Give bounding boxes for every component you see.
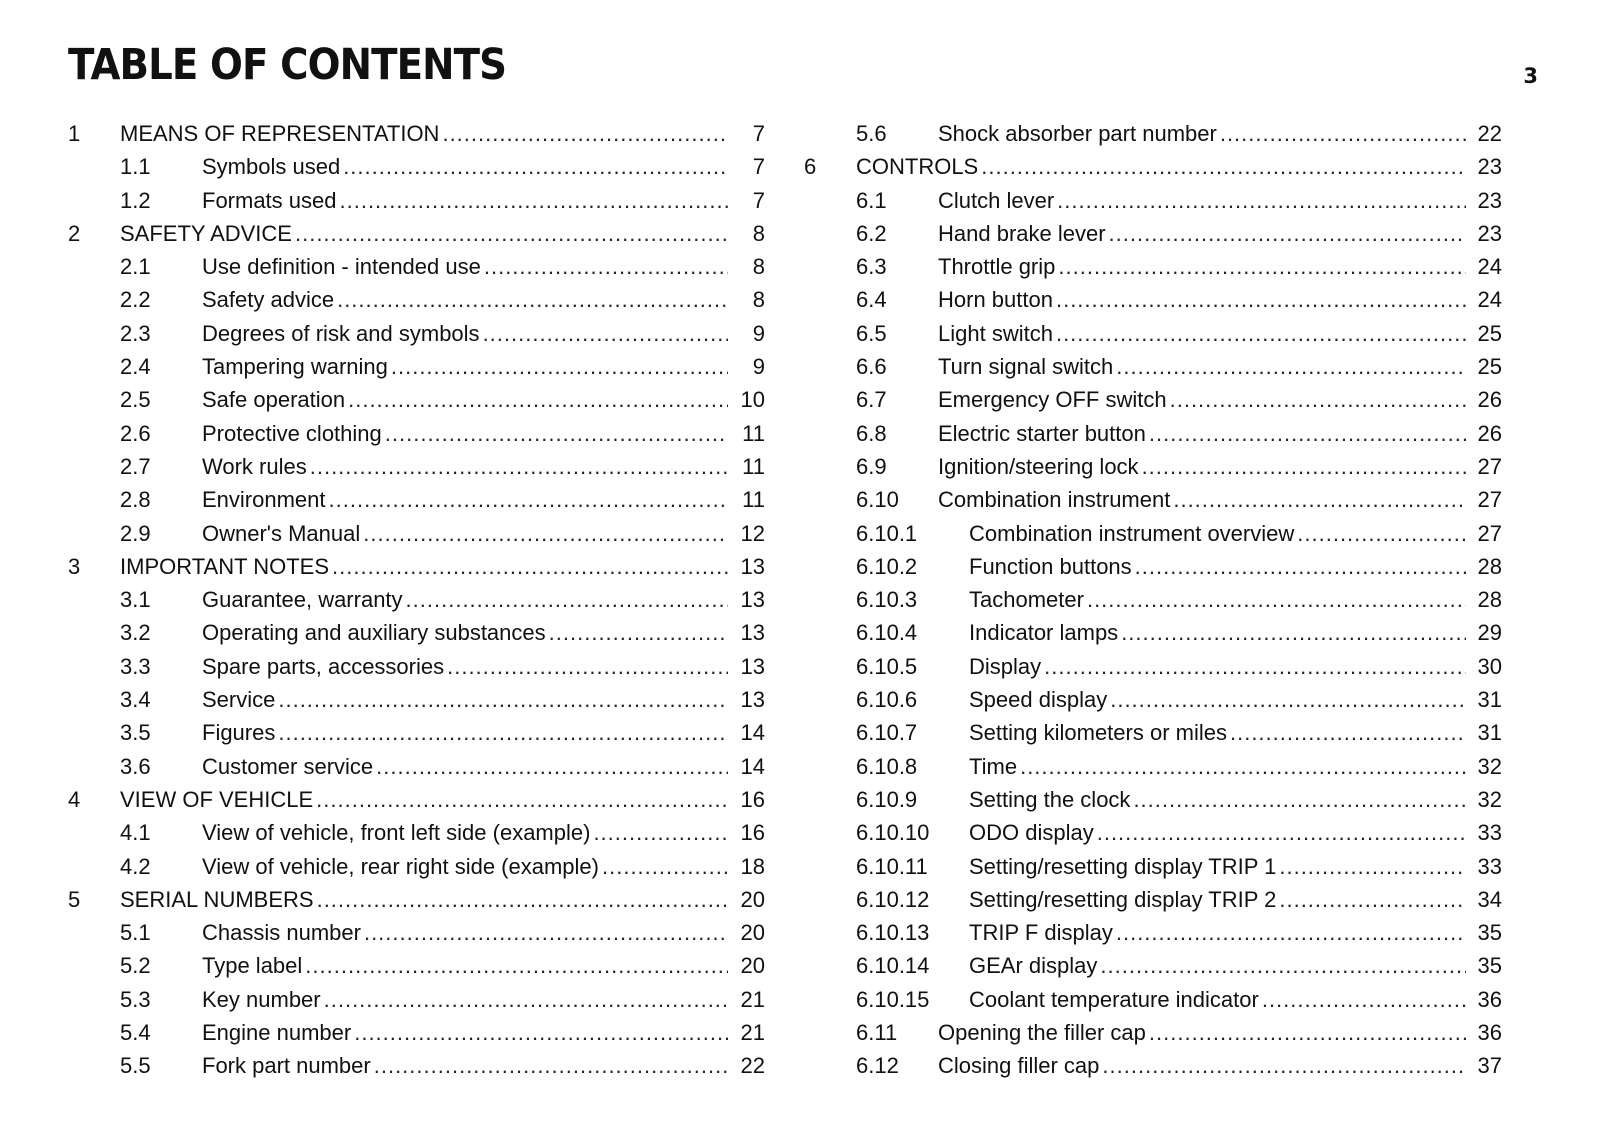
- dot-leader: [391, 350, 728, 383]
- toc-entry-page: 36: [1477, 986, 1502, 1012]
- toc-entry-title: Function buttons: [969, 553, 1132, 579]
- toc-entry-number: 4.2: [120, 853, 151, 879]
- toc-entry-page: 13: [740, 653, 765, 679]
- dot-leader: [376, 750, 728, 783]
- toc-entry-page: 28: [1477, 553, 1502, 579]
- toc-entry-number: 2.4: [120, 354, 151, 380]
- dot-leader: [278, 716, 728, 749]
- toc-entry-title: Chassis number: [202, 920, 361, 946]
- toc-entry-title: Protective clothing: [202, 420, 382, 446]
- toc-entry-number: 6.7: [856, 387, 887, 413]
- toc-entry-page: 21: [740, 986, 765, 1012]
- toc-entry-number: 6.10.7: [856, 720, 918, 746]
- toc-entry-title: SERIAL NUMBERS: [120, 886, 314, 912]
- toc-entry-number: 6.10.12: [856, 886, 930, 912]
- toc-entry-title: Safe operation: [202, 387, 346, 413]
- toc-entry-page: 32: [1477, 786, 1502, 812]
- toc-entry-number: 2.6: [120, 420, 151, 446]
- dot-leader: [295, 217, 728, 250]
- toc-entry-title: Safety advice: [202, 287, 335, 313]
- toc-entry-page: 20: [740, 920, 765, 946]
- toc-entry-title: Figures: [202, 720, 276, 746]
- toc-entry-title: Shock absorber part number: [938, 121, 1217, 146]
- page-title: TABLE OF CONTENTS: [68, 40, 507, 90]
- toc-entry-number: 6.2: [856, 220, 887, 246]
- toc-entry-title: Fork part number: [202, 1053, 371, 1079]
- dot-leader: [1102, 1049, 1466, 1082]
- dot-leader: [385, 417, 728, 450]
- toc-entry-title: Type label: [202, 953, 303, 979]
- toc-entry-title: Emergency OFF switch: [938, 387, 1167, 413]
- toc-entry-page: 33: [1477, 820, 1502, 846]
- toc-entry-page: 13: [740, 687, 765, 713]
- toc-entry-title: MEANS OF REPRESENTATION: [120, 121, 440, 146]
- toc-entry-page: 20: [740, 886, 765, 912]
- toc-entry-page: 12: [740, 520, 765, 546]
- dot-leader: [1149, 1016, 1466, 1049]
- toc-entry-title: Operating and auxiliary substances: [202, 620, 546, 646]
- dot-leader: [364, 916, 728, 949]
- toc-entry-page: 7: [752, 187, 765, 213]
- toc-entry-title: Setting/resetting display TRIP 1: [969, 853, 1277, 879]
- toc-entry-number: 3.6: [120, 753, 151, 779]
- toc-entry-page: 35: [1477, 920, 1502, 946]
- toc-entry-page: 23: [1477, 187, 1502, 213]
- toc-entry-title: Environment: [202, 487, 326, 513]
- toc-entry-page: 24: [1477, 287, 1502, 313]
- toc-entry-page: 14: [740, 720, 765, 746]
- toc-entry-number: 4: [68, 786, 81, 812]
- toc-entry-title: Display: [969, 653, 1042, 679]
- toc-entry-title: Combination instrument: [938, 487, 1171, 513]
- dot-leader: [317, 883, 728, 916]
- toc-entry-page: 21: [740, 1020, 765, 1046]
- toc-entry-number: 5.5: [120, 1053, 151, 1079]
- toc-entry-title: Customer service: [202, 753, 374, 779]
- toc-entry-title: Guarantee, warranty: [202, 587, 403, 613]
- dot-leader: [406, 583, 728, 616]
- toc-entry-title: Engine number: [202, 1020, 352, 1046]
- toc-entry-number: 6.12: [856, 1053, 899, 1079]
- dot-leader: [337, 283, 728, 316]
- toc-entry-number: 5: [68, 886, 81, 912]
- dot-leader: [1262, 983, 1466, 1016]
- toc-entry-page: 31: [1477, 687, 1502, 713]
- toc-entry-title: View of vehicle, front left side (example): [202, 820, 591, 846]
- toc-entry-page: 9: [752, 354, 765, 380]
- toc-entry-page: 35: [1477, 953, 1502, 979]
- dot-leader: [1020, 750, 1466, 783]
- toc-entry-title: Speed display: [969, 687, 1108, 713]
- toc-entry-number: 6.10.5: [856, 653, 918, 679]
- toc-entry-page: 27: [1477, 453, 1502, 479]
- toc-entry-title: SAFETY ADVICE: [120, 220, 292, 246]
- toc-entry-title: Setting/resetting display TRIP 2: [969, 886, 1277, 912]
- toc-entry-page: 23: [1477, 154, 1502, 180]
- dot-leader: [348, 383, 728, 416]
- dot-leader: [1297, 517, 1466, 550]
- toc-entry-title: Tampering warning: [202, 354, 388, 380]
- toc-entry-number: 2.5: [120, 387, 151, 413]
- toc-entry-title: Turn signal switch: [938, 354, 1114, 380]
- toc-entry-page: 23: [1477, 220, 1502, 246]
- toc-entry-title: IMPORTANT NOTES: [120, 553, 330, 579]
- toc-entry-number: 6.5: [856, 320, 887, 346]
- toc-entry-title: CONTROLS: [856, 154, 979, 180]
- dot-leader: [442, 117, 728, 150]
- dot-leader: [340, 184, 729, 217]
- dot-leader: [1097, 816, 1466, 849]
- toc-entry-number: 5.6: [856, 121, 887, 146]
- toc-entry-page: 11: [742, 487, 765, 513]
- toc-entry-number: 4.1: [120, 820, 151, 846]
- toc-entry-number: 6.6: [856, 354, 887, 380]
- toc-entry-page: 25: [1477, 354, 1502, 380]
- dot-leader: [447, 650, 728, 683]
- toc-entry-title: Hand brake lever: [938, 220, 1106, 246]
- dot-leader: [1142, 450, 1466, 483]
- dot-leader: [1044, 650, 1466, 683]
- toc-entry-title: Spare parts, accessories: [202, 653, 445, 679]
- dot-leader: [549, 616, 728, 649]
- toc-entry-page: 11: [742, 420, 765, 446]
- dot-leader: [1110, 683, 1466, 716]
- toc-entry-title: VIEW OF VEHICLE: [120, 786, 314, 812]
- toc-entry-page: 30: [1477, 653, 1502, 679]
- toc-entry-title: Key number: [202, 986, 321, 1012]
- toc-entry-page: 22: [740, 1053, 765, 1079]
- toc-entry-number: 2.7: [120, 453, 151, 479]
- toc-entry-title: Symbols used: [202, 154, 341, 180]
- dot-leader: [374, 1049, 728, 1082]
- toc-entry-title: Indicator lamps: [969, 620, 1119, 646]
- toc-entry-title: Formats used: [202, 187, 337, 213]
- toc-entry-page: 31: [1477, 720, 1502, 746]
- toc-entry-page: 18: [740, 853, 765, 879]
- toc-entry-title: Owner's Manual: [202, 520, 361, 546]
- dot-leader: [1121, 616, 1466, 649]
- toc-entry-number: 2.1: [120, 254, 151, 280]
- toc-entry-page: 7: [752, 121, 765, 146]
- toc-entry-title: Light switch: [938, 320, 1053, 346]
- dot-leader: [1279, 850, 1466, 883]
- toc-entry-number: 6.11: [856, 1020, 898, 1046]
- toc-entry-page: 10: [740, 387, 765, 413]
- dot-leader: [1116, 350, 1466, 383]
- toc-entry-page: 22: [1477, 121, 1502, 146]
- toc-entry-page: 20: [740, 953, 765, 979]
- toc-entry-page: 14: [740, 753, 765, 779]
- dot-leader: [332, 550, 728, 583]
- toc-entry-title: Work rules: [202, 453, 307, 479]
- toc-entry-page: 27: [1477, 520, 1502, 546]
- dot-leader: [1170, 383, 1466, 416]
- dot-leader: [1135, 550, 1466, 583]
- toc-entry-title: Opening the filler cap: [938, 1020, 1146, 1046]
- dot-leader: [316, 783, 728, 816]
- toc-entry-page: 27: [1477, 487, 1502, 513]
- toc-entry-title: Use definition - intended use: [202, 254, 481, 280]
- toc-entry-title: View of vehicle, rear right side (example): [202, 853, 599, 879]
- toc-entry-page: 37: [1477, 1053, 1502, 1079]
- toc-entry-number: 3.2: [120, 620, 151, 646]
- toc-entry-number: 3.3: [120, 653, 151, 679]
- dot-leader: [1056, 317, 1466, 350]
- toc-entry-number: 6.10.13: [856, 920, 930, 946]
- dot-leader: [1087, 583, 1466, 616]
- toc-entry-title: Closing filler cap: [938, 1053, 1100, 1079]
- toc-entry-number: 3.4: [120, 687, 151, 713]
- toc-entry-number: 6.1: [856, 187, 887, 213]
- toc-entry-page: 11: [742, 453, 765, 479]
- toc-entry-page: 29: [1477, 620, 1502, 646]
- toc-entry-number: 6.10.2: [856, 553, 918, 579]
- dot-leader: [305, 949, 728, 982]
- toc-entry-number: 6.10.3: [856, 587, 918, 613]
- toc-entry-number: 6.3: [856, 254, 887, 280]
- toc-entry-title: Setting kilometers or miles: [969, 720, 1227, 746]
- toc-entry-number: 2.8: [120, 487, 151, 513]
- toc-entry-number: 5.1: [120, 920, 151, 946]
- toc-entry-page: 16: [740, 820, 765, 846]
- dot-leader: [483, 317, 728, 350]
- dot-leader: [1149, 417, 1466, 450]
- toc-entry-number: 3.1: [120, 587, 151, 613]
- page-number: 3: [1523, 64, 1538, 88]
- toc-entry-page: 16: [740, 786, 765, 812]
- dot-leader: [1133, 783, 1466, 816]
- toc-entry-page: 13: [740, 587, 765, 613]
- toc-entry-number: 6: [804, 154, 817, 180]
- dot-leader: [329, 483, 728, 516]
- dot-leader: [278, 683, 728, 716]
- dot-leader: [602, 850, 728, 883]
- toc-entry-page: 13: [740, 553, 765, 579]
- toc-entry-title: GEAr display: [969, 953, 1098, 979]
- toc-entry-title: Degrees of risk and symbols: [202, 320, 480, 346]
- toc-entry-number: 5.2: [120, 953, 151, 979]
- toc-entry-number: 6.10.6: [856, 687, 918, 713]
- toc-entry-title: Throttle grip: [938, 254, 1056, 280]
- toc-entry-number: 6.10.10: [856, 820, 930, 846]
- toc-entry-title: Horn button: [938, 287, 1053, 313]
- toc-entry-number: 2: [68, 220, 81, 246]
- toc-entry-page: 7: [752, 154, 765, 180]
- toc-entry-page: 32: [1477, 753, 1502, 779]
- toc-entry-title: Clutch lever: [938, 187, 1055, 213]
- dot-leader: [593, 816, 728, 849]
- toc-entry-number: 6.10.15: [856, 986, 930, 1012]
- toc-entry-number: 2.2: [120, 287, 151, 313]
- toc-entry-page: 9: [752, 320, 765, 346]
- dot-leader: [310, 450, 728, 483]
- toc-entry-title: Setting the clock: [969, 786, 1131, 812]
- dot-leader: [1056, 283, 1466, 316]
- toc-entry-page: 25: [1477, 320, 1502, 346]
- dot-leader: [1057, 184, 1466, 217]
- dot-leader: [1173, 483, 1466, 516]
- toc-entry-number: 1: [68, 121, 81, 146]
- toc-entry-number: 6.10.9: [856, 786, 918, 812]
- toc-entry-title: Electric starter button: [938, 420, 1146, 446]
- dot-leader: [484, 250, 728, 283]
- toc-entry-page: 26: [1477, 387, 1502, 413]
- toc-entry-page: 8: [752, 220, 765, 246]
- toc-entry-page: 26: [1477, 420, 1502, 446]
- toc-entry-number: 6.10.4: [856, 620, 918, 646]
- dot-leader: [363, 517, 728, 550]
- toc-entry-number: 1.2: [120, 187, 151, 213]
- toc-entry-title: Combination instrument overview: [969, 520, 1295, 546]
- toc-entry-number: 3.5: [120, 720, 151, 746]
- toc-entry-number: 1.1: [120, 154, 151, 180]
- toc-entry-page: 34: [1477, 886, 1502, 912]
- toc-entry-number: 6.10.14: [856, 953, 930, 979]
- toc-entry-title: Service: [202, 687, 276, 713]
- toc-entry-title: Ignition/steering lock: [938, 453, 1139, 479]
- dot-leader: [1058, 250, 1466, 283]
- dot-leader: [1109, 217, 1466, 250]
- toc-entry-number: 5.4: [120, 1020, 151, 1046]
- toc-entry-number: 6.10.8: [856, 753, 918, 779]
- dot-leader: [1279, 883, 1466, 916]
- toc-entry-page: 13: [740, 620, 765, 646]
- toc-entry-number: 6.8: [856, 420, 887, 446]
- toc-entry-number: 6.10.11: [856, 853, 928, 879]
- dot-leader: [981, 150, 1466, 183]
- toc-entry-page: 33: [1477, 853, 1502, 879]
- dot-leader: [1100, 949, 1466, 982]
- dot-leader: [1116, 916, 1466, 949]
- toc-entry-title: Time: [969, 753, 1018, 779]
- toc-entry-title: Coolant temperature indicator: [969, 986, 1259, 1012]
- toc-entry-title: Tachometer: [969, 587, 1084, 613]
- toc-entry-number: 6.9: [856, 453, 887, 479]
- toc-entry-title: ODO display: [969, 820, 1094, 846]
- dot-leader: [343, 150, 728, 183]
- dot-leader: [1230, 716, 1466, 749]
- toc-entry-number: 3: [68, 553, 81, 579]
- toc-entry-number: 6.10: [856, 487, 899, 513]
- toc-entry-page: 28: [1477, 587, 1502, 613]
- dot-leader: [1220, 117, 1466, 150]
- toc-entry-number: 2.3: [120, 320, 151, 346]
- toc-entry-title: TRIP F display: [969, 920, 1113, 946]
- toc-entry-page: 8: [752, 254, 765, 280]
- dot-leader: [354, 1016, 728, 1049]
- toc-entry-page: 24: [1477, 254, 1502, 280]
- toc-entry-number: 6.10.1: [856, 520, 918, 546]
- toc-entry-page: 36: [1477, 1020, 1502, 1046]
- toc-entry-number: 6.4: [856, 287, 887, 313]
- toc-entry-number: 5.3: [120, 986, 151, 1012]
- toc-entry-number: 2.9: [120, 520, 151, 546]
- toc-entry-page: 8: [752, 287, 765, 313]
- dot-leader: [324, 983, 728, 1016]
